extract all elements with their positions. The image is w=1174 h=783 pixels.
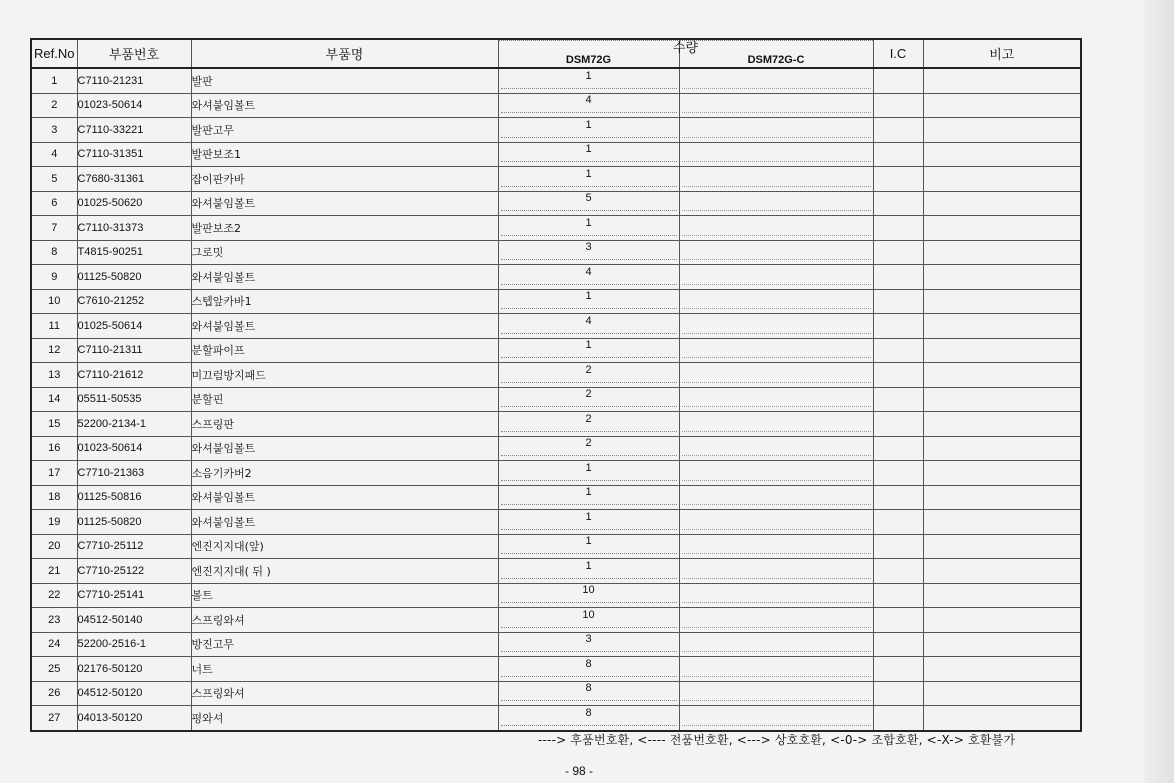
ic-cell [873, 657, 923, 682]
remarks-cell [923, 363, 1081, 388]
part-name-cell: 와셔붙임볼트 [191, 93, 498, 118]
quantity-title: 수량 [672, 41, 699, 56]
ref-no-header: Ref.No [31, 39, 77, 68]
ic-cell [873, 118, 923, 143]
qty-model-b-cell [679, 240, 873, 265]
table-row [31, 240, 1081, 265]
table-row [31, 216, 1081, 241]
page-number: - 98 - [565, 764, 594, 778]
part-name-cell: 소음기카버2 [191, 461, 498, 486]
part-name-cell: 그로밋 [191, 240, 498, 265]
table-row [31, 289, 1081, 314]
part-number-cell: 01023-50614 [77, 436, 191, 461]
part-number-cell: C7110-21311 [77, 338, 191, 363]
part-name-header: 부품명 [191, 39, 498, 68]
qty-model-a-cell [498, 68, 679, 93]
qty-model-a-cell [498, 657, 679, 682]
table-row [31, 681, 1081, 706]
qty-model-a-cell [498, 314, 679, 339]
table-row [31, 142, 1081, 167]
part-number-cell: 05511-50535 [77, 387, 191, 412]
qty-model-b-cell [679, 510, 873, 535]
ic-cell [873, 412, 923, 437]
remarks-cell [923, 510, 1081, 535]
remarks-cell [923, 338, 1081, 363]
ic-cell [873, 559, 923, 584]
remarks-cell [923, 68, 1081, 93]
qty-value: 1 [585, 290, 592, 303]
part-number-cell: C7710-25141 [77, 583, 191, 608]
remarks-cell [923, 608, 1081, 633]
model-b-header: DSM72G-C [680, 40, 873, 67]
ref-no-cell: 2 [31, 93, 77, 118]
qty-model-b-cell [679, 68, 873, 93]
qty-value: 1 [585, 143, 592, 156]
qty-model-b-cell [679, 608, 873, 633]
part-number-cell: C7110-21612 [77, 363, 191, 388]
quantity-header [498, 39, 873, 68]
qty-value: 2 [585, 388, 592, 401]
ref-no-cell: 27 [31, 706, 77, 731]
ref-no-cell: 23 [31, 608, 77, 633]
ic-cell [873, 485, 923, 510]
ref-no-cell: 21 [31, 559, 77, 584]
qty-value: 1 [585, 535, 592, 548]
qty-model-a-cell [498, 461, 679, 486]
qty-model-a-cell [498, 485, 679, 510]
qty-value: 3 [585, 241, 592, 254]
table-row [31, 657, 1081, 682]
remarks-cell [923, 142, 1081, 167]
table-row [31, 412, 1081, 437]
part-number-cell: 02176-50120 [77, 657, 191, 682]
ref-no-cell: 6 [31, 191, 77, 216]
table-row [31, 387, 1081, 412]
remarks-cell [923, 314, 1081, 339]
remarks-cell [923, 485, 1081, 510]
ic-cell [873, 240, 923, 265]
part-number-cell: C7710-21363 [77, 461, 191, 486]
remarks-cell [923, 118, 1081, 143]
qty-model-a-cell [498, 118, 679, 143]
part-name-cell: 스프링판 [191, 412, 498, 437]
table-row [31, 632, 1081, 657]
qty-value: 1 [585, 69, 592, 82]
qty-model-a-cell [498, 363, 679, 388]
qty-model-a-cell [498, 681, 679, 706]
qty-model-b-cell [679, 681, 873, 706]
qty-model-a-cell [498, 387, 679, 412]
part-number-cell: 52200-2134-1 [77, 412, 191, 437]
part-name-cell: 잡이판카바 [191, 167, 498, 192]
part-name-cell: 발판 [191, 68, 498, 93]
parts-list-sheet [30, 38, 1080, 732]
table-row [31, 461, 1081, 486]
table-row [31, 510, 1081, 535]
qty-model-b-cell [679, 216, 873, 241]
part-number-cell: C7680-31361 [77, 167, 191, 192]
part-name-cell: 와셔붙임볼트 [191, 265, 498, 290]
ic-cell [873, 461, 923, 486]
part-name-cell: 발판보조2 [191, 216, 498, 241]
table-row [31, 534, 1081, 559]
ref-no-cell: 24 [31, 632, 77, 657]
qty-value: 1 [585, 118, 592, 131]
part-name-cell: 엔진지지대( 뒤 ) [191, 559, 498, 584]
qty-model-a-cell [498, 706, 679, 731]
remarks-cell [923, 681, 1081, 706]
remarks-cell [923, 436, 1081, 461]
qty-model-b-cell [679, 559, 873, 584]
ref-no-cell: 14 [31, 387, 77, 412]
remarks-header: 비고 [923, 39, 1081, 68]
qty-model-b-cell [679, 485, 873, 510]
part-number-cell: C7710-25122 [77, 559, 191, 584]
part-number-cell: C7110-31351 [77, 142, 191, 167]
remarks-cell [923, 167, 1081, 192]
ref-no-cell: 15 [31, 412, 77, 437]
part-number-cell: C7110-33221 [77, 118, 191, 143]
table-row [31, 191, 1081, 216]
qty-value: 4 [585, 265, 592, 278]
qty-model-b-cell [679, 363, 873, 388]
qty-model-a-cell [498, 289, 679, 314]
part-number-cell: 04512-50140 [77, 608, 191, 633]
part-number-cell: T4815-90251 [77, 240, 191, 265]
parts-table [30, 38, 1082, 732]
qty-model-b-cell [679, 534, 873, 559]
ref-no-cell: 26 [31, 681, 77, 706]
part-number-cell: 01125-50820 [77, 510, 191, 535]
table-row [31, 93, 1081, 118]
table-row [31, 436, 1081, 461]
qty-model-b-cell [679, 461, 873, 486]
ic-cell [873, 608, 923, 633]
remarks-cell [923, 412, 1081, 437]
part-name-cell: 와셔붙임볼트 [191, 436, 498, 461]
table-row [31, 338, 1081, 363]
qty-model-a-cell [498, 338, 679, 363]
part-number-cell: 52200-2516-1 [77, 632, 191, 657]
ref-no-cell: 11 [31, 314, 77, 339]
page-edge [1144, 0, 1174, 783]
part-number-cell: 01023-50614 [77, 93, 191, 118]
ref-no-cell: 10 [31, 289, 77, 314]
table-row [31, 265, 1081, 290]
ic-cell [873, 68, 923, 93]
part-name-cell: 와셔붙임볼트 [191, 485, 498, 510]
ic-cell [873, 706, 923, 731]
part-name-cell: 분할파이프 [191, 338, 498, 363]
qty-model-a-cell [498, 510, 679, 535]
qty-model-a-cell [498, 608, 679, 633]
qty-model-b-cell [679, 436, 873, 461]
qty-value: 4 [585, 314, 592, 327]
qty-model-a-cell [498, 436, 679, 461]
ic-cell [873, 265, 923, 290]
ic-cell [873, 191, 923, 216]
part-name-cell: 발판보조1 [191, 142, 498, 167]
remarks-cell [923, 216, 1081, 241]
qty-model-a-cell [498, 412, 679, 437]
ref-no-cell: 16 [31, 436, 77, 461]
qty-model-a-cell [498, 632, 679, 657]
ref-no-cell: 9 [31, 265, 77, 290]
ref-no-cell: 20 [31, 534, 77, 559]
qty-model-b-cell [679, 142, 873, 167]
ic-header: I.C [873, 39, 923, 68]
part-name-cell: 분할핀 [191, 387, 498, 412]
remarks-cell [923, 534, 1081, 559]
remarks-cell [923, 93, 1081, 118]
part-name-cell: 평와셔 [191, 706, 498, 731]
qty-model-b-cell [679, 706, 873, 731]
ref-no-cell: 8 [31, 240, 77, 265]
ref-no-cell: 12 [31, 338, 77, 363]
part-name-cell: 너트 [191, 657, 498, 682]
qty-value: 1 [585, 510, 592, 523]
remarks-cell [923, 559, 1081, 584]
table-row [31, 583, 1081, 608]
part-name-cell: 엔진지지대(앞) [191, 534, 498, 559]
qty-model-b-cell [679, 314, 873, 339]
qty-value: 2 [585, 437, 592, 450]
qty-model-b-cell [679, 191, 873, 216]
ic-cell [873, 510, 923, 535]
qty-model-b-cell [679, 93, 873, 118]
qty-model-a-cell [498, 167, 679, 192]
part-name-cell: 볼트 [191, 583, 498, 608]
qty-value: 8 [585, 657, 592, 670]
ic-cell [873, 534, 923, 559]
qty-value: 2 [585, 363, 592, 376]
ic-cell [873, 363, 923, 388]
qty-model-a-cell [498, 583, 679, 608]
qty-model-b-cell [679, 583, 873, 608]
qty-value: 1 [585, 461, 592, 474]
remarks-cell [923, 191, 1081, 216]
table-row [31, 485, 1081, 510]
remarks-cell [923, 387, 1081, 412]
part-number-cell: 01025-50614 [77, 314, 191, 339]
remarks-cell [923, 265, 1081, 290]
qty-value: 1 [585, 486, 592, 499]
ic-cell [873, 583, 923, 608]
part-name-cell: 방진고무 [191, 632, 498, 657]
table-header-row [31, 39, 1081, 68]
qty-value: 2 [585, 412, 592, 425]
part-number-cell: 04512-50120 [77, 681, 191, 706]
qty-model-a-cell [498, 534, 679, 559]
qty-model-a-cell [498, 216, 679, 241]
qty-value: 1 [585, 339, 592, 352]
remarks-cell [923, 632, 1081, 657]
ref-no-cell: 4 [31, 142, 77, 167]
ic-cell [873, 93, 923, 118]
part-name-cell: 와셔붙임볼트 [191, 314, 498, 339]
ref-no-cell: 5 [31, 167, 77, 192]
ref-no-cell: 1 [31, 68, 77, 93]
ref-no-cell: 7 [31, 216, 77, 241]
qty-model-b-cell [679, 118, 873, 143]
part-name-cell: 와셔붙임볼트 [191, 191, 498, 216]
qty-value: 8 [585, 682, 592, 695]
part-number-cell: C7110-31373 [77, 216, 191, 241]
ic-cell [873, 314, 923, 339]
model-a-header: DSM72G [499, 40, 680, 67]
part-number-cell: C7610-21252 [77, 289, 191, 314]
ref-no-cell: 22 [31, 583, 77, 608]
ic-cell [873, 387, 923, 412]
qty-model-b-cell [679, 632, 873, 657]
qty-model-b-cell [679, 387, 873, 412]
qty-model-b-cell [679, 265, 873, 290]
qty-model-a-cell [498, 559, 679, 584]
qty-model-a-cell [498, 240, 679, 265]
part-number-header: 부품번호 [77, 39, 191, 68]
qty-model-a-cell [498, 142, 679, 167]
part-number-cell: 01125-50816 [77, 485, 191, 510]
table-row [31, 118, 1081, 143]
qty-value: 4 [585, 94, 592, 107]
ref-no-cell: 13 [31, 363, 77, 388]
table-row [31, 559, 1081, 584]
ic-cell [873, 681, 923, 706]
part-name-cell: 스프링와셔 [191, 608, 498, 633]
part-number-cell: C7710-25112 [77, 534, 191, 559]
ref-no-cell: 18 [31, 485, 77, 510]
part-number-cell: 01125-50820 [77, 265, 191, 290]
remarks-cell [923, 706, 1081, 731]
qty-value: 1 [585, 216, 592, 229]
ref-no-cell: 25 [31, 657, 77, 682]
table-row [31, 167, 1081, 192]
qty-value: 3 [585, 633, 592, 646]
remarks-cell [923, 583, 1081, 608]
remarks-cell [923, 240, 1081, 265]
qty-model-b-cell [679, 412, 873, 437]
ic-cell [873, 142, 923, 167]
parts-table-body [31, 68, 1081, 731]
qty-value: 5 [585, 192, 592, 205]
ic-cell [873, 632, 923, 657]
qty-value: 10 [582, 584, 595, 597]
part-number-cell: 01025-50620 [77, 191, 191, 216]
remarks-cell [923, 657, 1081, 682]
ref-no-cell: 3 [31, 118, 77, 143]
ref-no-cell: 17 [31, 461, 77, 486]
ic-cell [873, 216, 923, 241]
table-row [31, 314, 1081, 339]
qty-model-b-cell [679, 289, 873, 314]
ref-no-cell: 19 [31, 510, 77, 535]
qty-model-a-cell [498, 265, 679, 290]
ic-cell [873, 289, 923, 314]
part-name-cell: 스프링와셔 [191, 681, 498, 706]
part-number-cell: 04013-50120 [77, 706, 191, 731]
remarks-cell [923, 461, 1081, 486]
interchangeability-legend: ----> 후품번호환, <---- 전품번호환, <---> 상호호환, <-0-> 조합호환, <-X-> 호환불가 [538, 733, 1016, 747]
table-row [31, 68, 1081, 93]
ic-cell [873, 338, 923, 363]
qty-value: 1 [585, 559, 592, 572]
part-name-cell: 스텝앞카바1 [191, 289, 498, 314]
part-name-cell: 발판고무 [191, 118, 498, 143]
table-row [31, 706, 1081, 731]
qty-value: 1 [585, 167, 592, 180]
part-name-cell: 와셔붙임볼트 [191, 510, 498, 535]
part-number-cell: C7110-21231 [77, 68, 191, 93]
table-row [31, 363, 1081, 388]
qty-model-b-cell [679, 167, 873, 192]
qty-model-a-cell [498, 191, 679, 216]
qty-value: 8 [585, 706, 592, 719]
qty-model-a-cell [498, 93, 679, 118]
table-row [31, 608, 1081, 633]
qty-model-b-cell [679, 338, 873, 363]
part-name-cell: 미끄럼방지패드 [191, 363, 498, 388]
qty-model-b-cell [679, 657, 873, 682]
ic-cell [873, 167, 923, 192]
qty-value: 10 [582, 608, 595, 621]
ic-cell [873, 436, 923, 461]
remarks-cell [923, 289, 1081, 314]
